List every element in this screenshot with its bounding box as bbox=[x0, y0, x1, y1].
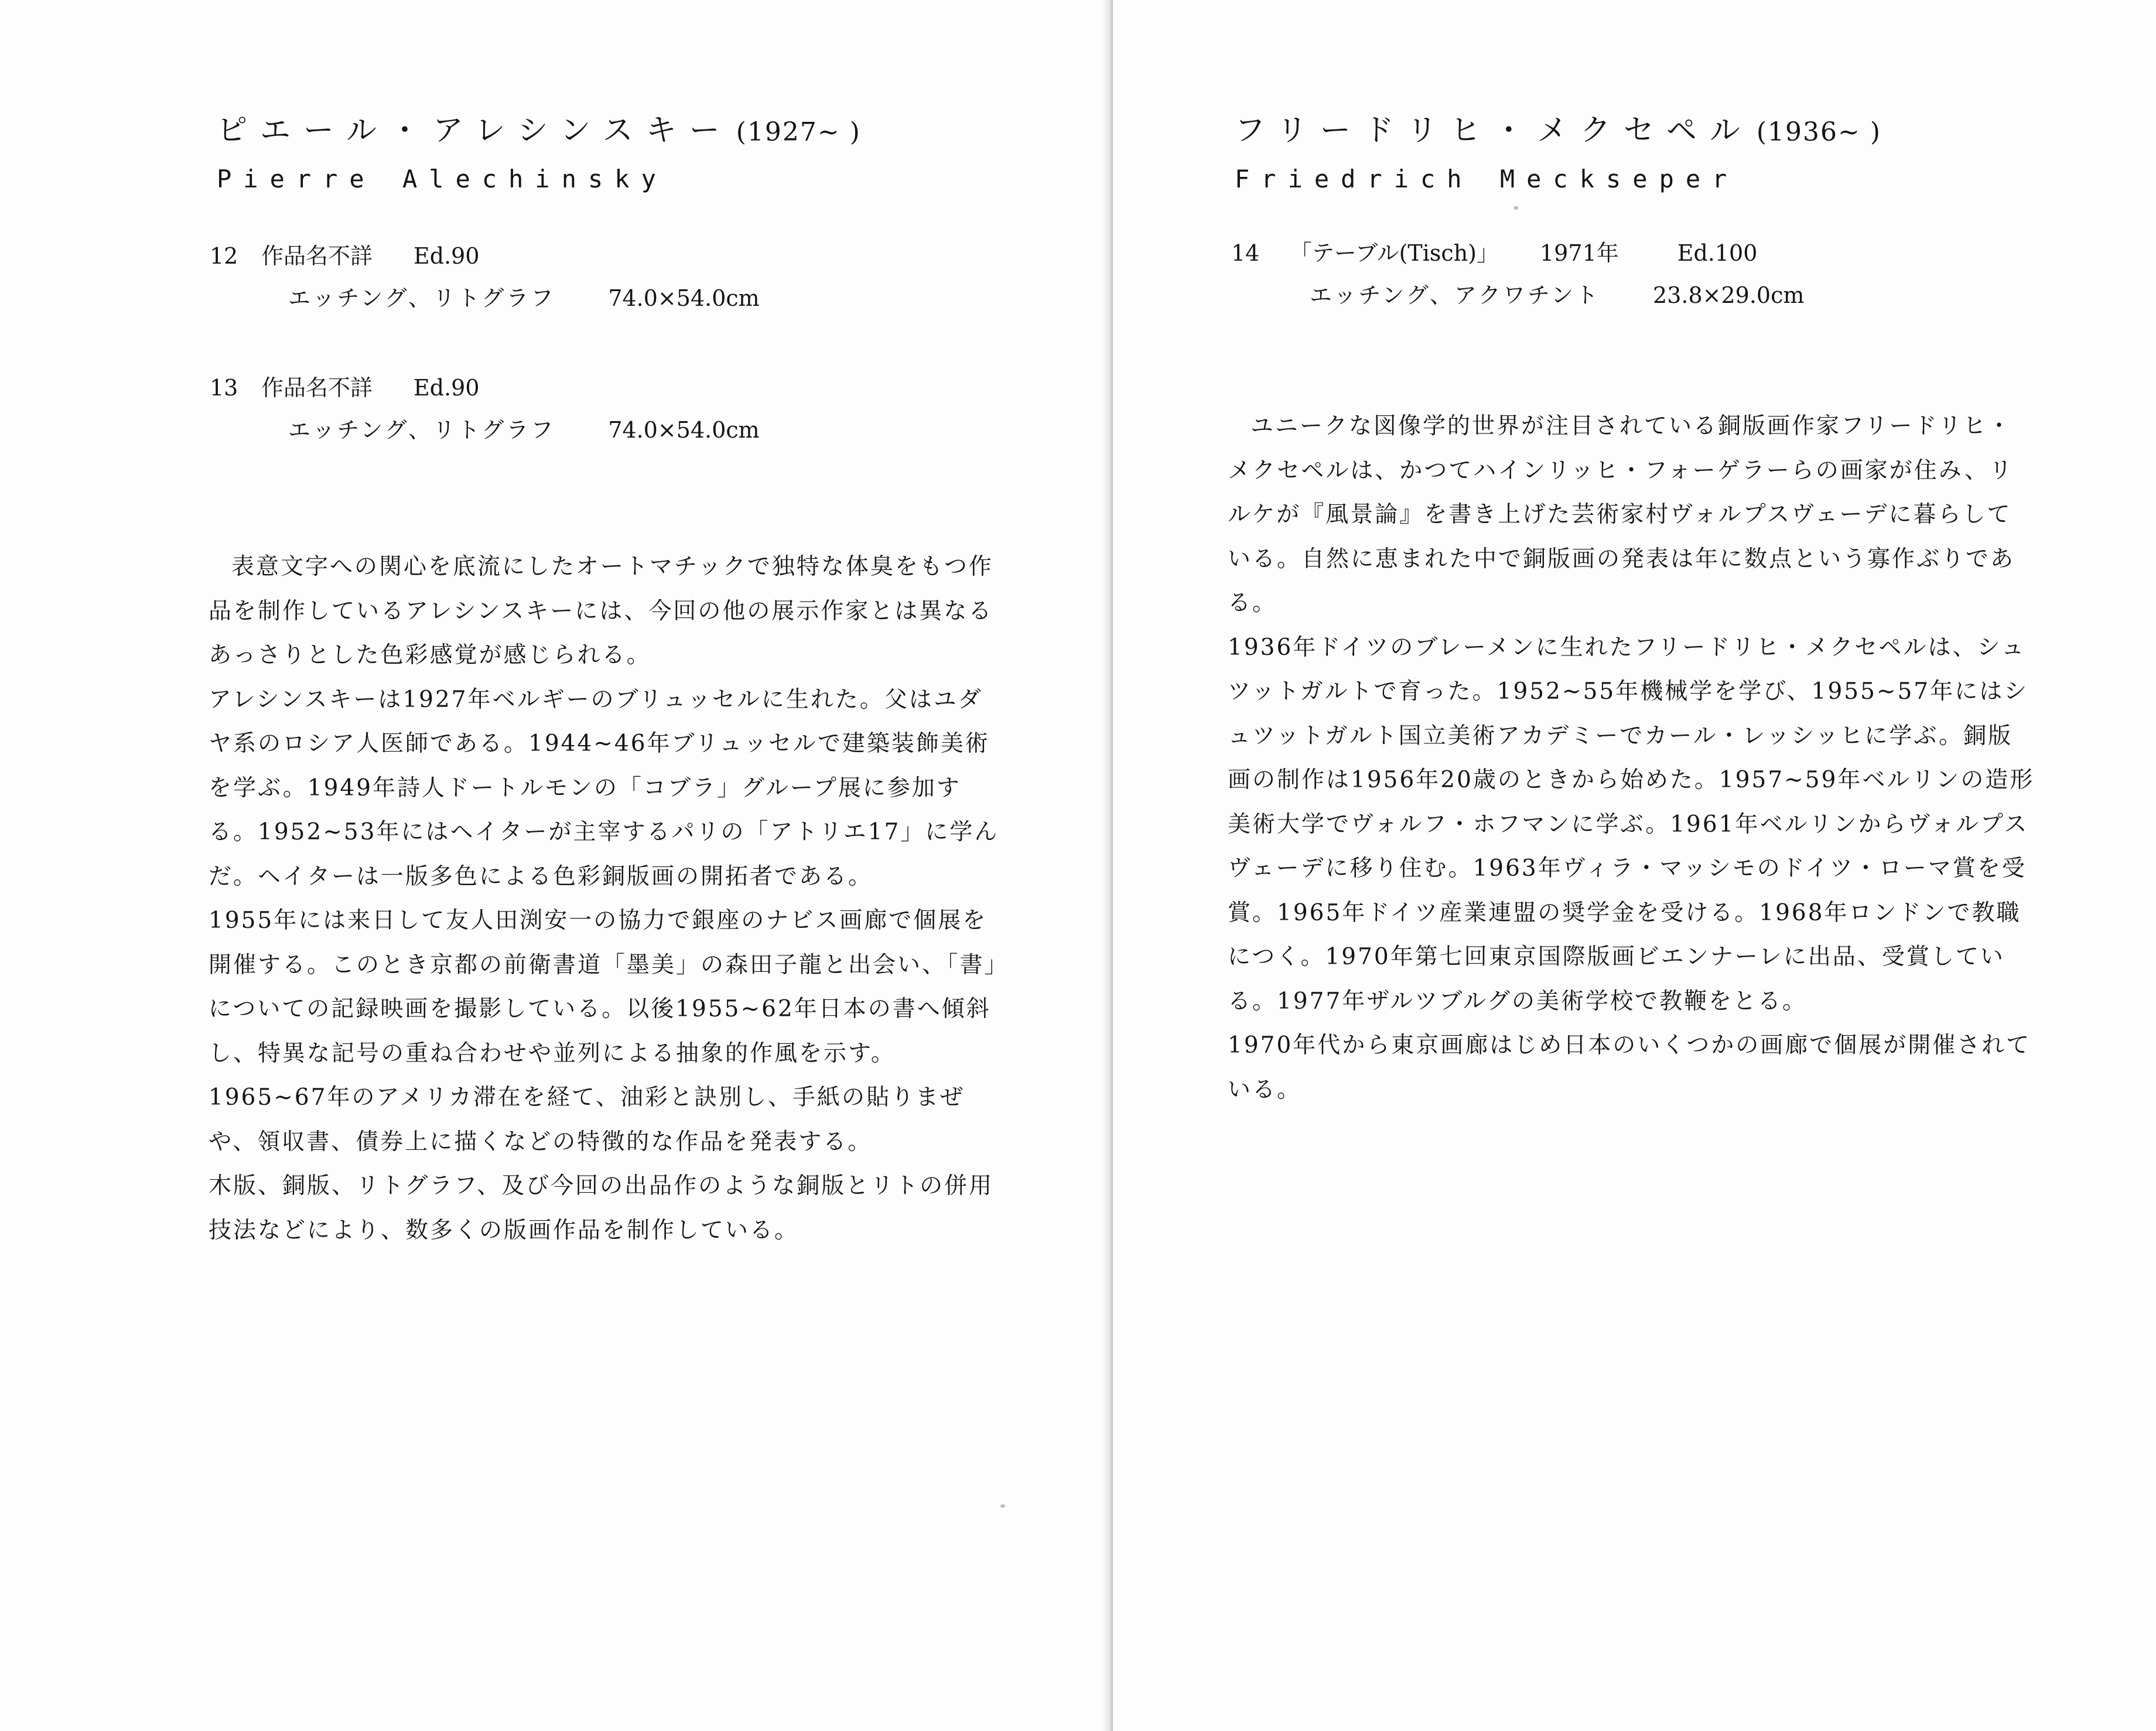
bio-paragraph: ユニークな図像学的世界が注目されている銅版画作家フリードリヒ・メクセペルは、かつてハインリッヒ・フォーゲラーらの画家が住み、リルケが『風景論』を書き上げた芸術家村ヴォルプスヴェーデに暮らしている。自然に恵まれた中で銅版画の発表は年に数点という寡作ぶりである。 bbox=[1228, 413, 2015, 616]
work-entry bbox=[1231, 242, 1804, 306]
artist-name-jp-text: フリードリヒ・メクセペル bbox=[1235, 113, 1753, 148]
work-medium: エッチング、リトグラフ bbox=[288, 417, 556, 443]
artist-name-jp-text: ピエール・アレシンスキー bbox=[217, 113, 733, 148]
work-edition: Ed.90 bbox=[414, 375, 480, 401]
work-title: 「テーブル(Tisch)」 bbox=[1290, 240, 1499, 266]
work-size: 74.0×54.0cm bbox=[608, 417, 760, 443]
artist-biography bbox=[1228, 404, 2036, 1112]
paper-speck bbox=[1513, 206, 1518, 210]
artist-name-jp bbox=[1235, 105, 1881, 149]
work-edition: Ed.90 bbox=[414, 243, 480, 269]
work-year: 1971年 bbox=[1540, 240, 1619, 266]
work-size: 74.0×54.0cm bbox=[608, 285, 760, 311]
work-number: 13 bbox=[210, 375, 238, 401]
artist-name-en: Friedrich Meckseper bbox=[1235, 165, 1739, 193]
artist-years: (1936~ ) bbox=[1756, 117, 1882, 147]
work-entry bbox=[210, 245, 760, 309]
bio-paragraph: アレシンスキーは1927年ベルギーのブリュッセルに生れた。父はユダヤ系のロシア人医師である。1944~46年ブリュッセルで建築装飾美術を学ぶ。1949年詩人ドートルモンの「コブラ」グループ展に参加する。1952~53年にはヘイターが主宰するパリの「アトリエ17」に学んだ。ヘイターは一版多色による色彩銅版画の開拓者である。 bbox=[209, 686, 999, 890]
bio-paragraph: 1970年代から東京画廊はじめ日本のいくつかの画廊で個展が開催されている。 bbox=[1228, 1032, 2031, 1103]
artist-header-alechinsky bbox=[217, 105, 861, 193]
work-number: 14 bbox=[1231, 240, 1260, 266]
artist-biography bbox=[209, 545, 1005, 1252]
bio-paragraph: 表意文字への関心を底流にしたオートマチックで独特な体臭をもつ作品を制作しているアレシンスキーには、今回の他の展示作家とは異なるあっさりとした色彩感覚が感じられる。 bbox=[209, 554, 993, 668]
bio-paragraph: 木版、銅版、リトグラフ、及び今回の出品作のような銅版とリトの併用技法などにより、数多くの版画作品を制作している。 bbox=[209, 1173, 994, 1244]
work-medium: エッチング、リトグラフ bbox=[288, 285, 556, 311]
bio-paragraph: 1955年には来日して友人田渕安一の協力で銀座のナビス画廊で個展を開催する。このとき京都の前衛書道「墨美」の森田子龍と出会い、「書」についての記録映画を撮影している。以後1955~62年日本の書へ傾斜し、特異な記号の重ね合わせや並列による抽象的作風を示す。1965~67年のアメリカ滞在を経て、油彩と訣別し、手紙の貼りまぜや、領収書、債券上に描くなどの特徴的な作品を発表する。 bbox=[209, 907, 998, 1155]
bio-paragraph: 1936年ドイツのブレーメンに生れたフリードリヒ・メクセペルは、シュツットガルトで育った。1952~55年機械学を学び、1955~57年にはシュツットガルト国立美術アカデミーでカール・レッシッヒに学ぶ。銅版画の制作は1956年20歳のときから始めた。1957~59年ベルリンの造形美術大学でヴォルフ・ホフマンに学ぶ。1961年ベルリンからヴォルプスヴェーデに移り住む。1963年ヴィラ・マッシモのドイツ・ローマ賞を受賞。1965年ドイツ産業連盟の奨学金を受ける。1968年ロンドンで教職につく。1970年第七回東京国際版画ビエンナーレに出品、受賞している。1977年ザルツブルグの美術学校で教鞭をとる。 bbox=[1228, 634, 2035, 1015]
artist-name-jp bbox=[217, 105, 861, 149]
artist-header-meckseper bbox=[1235, 105, 1881, 193]
work-medium: エッチング、アクワチント bbox=[1310, 282, 1601, 308]
work-number: 12 bbox=[210, 243, 238, 269]
work-title: 作品名不詳 bbox=[261, 243, 373, 269]
work-size: 23.8×29.0cm bbox=[1653, 282, 1805, 308]
paper-speck bbox=[1000, 1504, 1005, 1508]
work-entry bbox=[210, 377, 760, 441]
artist-name-en: Pierre Alechinsky bbox=[217, 165, 668, 193]
work-edition: Ed.100 bbox=[1677, 240, 1758, 266]
artist-years: (1927~ ) bbox=[736, 117, 861, 147]
right-page bbox=[1113, 0, 2156, 1731]
work-title: 作品名不詳 bbox=[261, 375, 373, 401]
